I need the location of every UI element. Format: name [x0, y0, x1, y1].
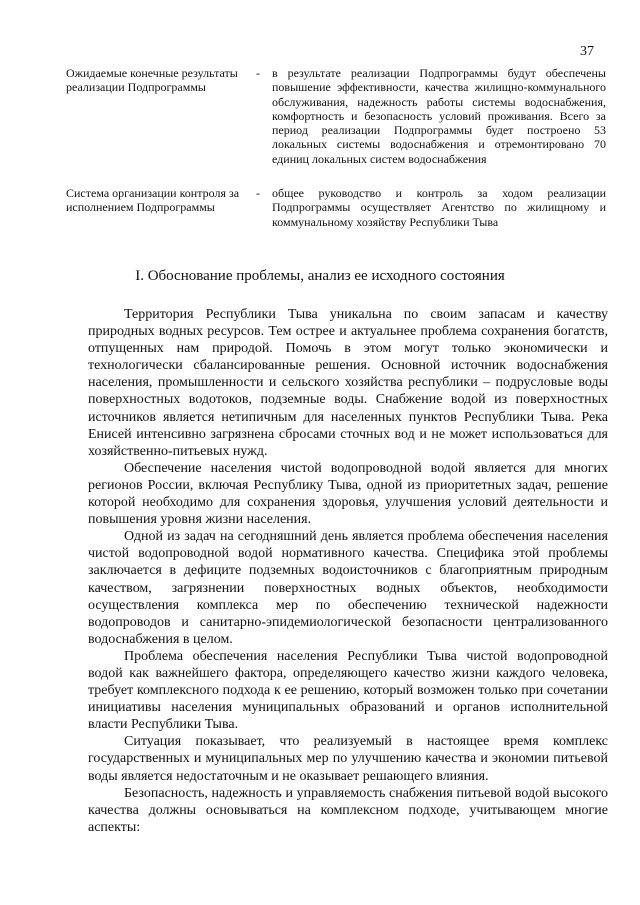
- passport-value: в результате реализации Подпрограммы будут обеспечены повышение эффективности, качества жилищно-коммунального обслуживания, надежность работы системы водоснабжения, комфортность и безопасность условий проживания. Всего за период реализации Подпрограммы будет построено 53 локальных системы водоснабжения и отремонтировано 70 единиц локальных систем водоснабжения: [272, 66, 606, 166]
- paragraph: Проблема обеспечения населения Республики Тыва чистой водопроводной водой как важнейшего фактора, определяющего качество жизни каждого человека, требует комплексного подхода к ее решению, который возможен только при сочетании инициативы населения муниципальных образований и органов исполнительной власти Республики Тыва.: [88, 648, 608, 733]
- paragraph: Одной из задач на сегодняшний день является проблема обеспечения населения чистой водопроводной водой нормативного качества. Специфика этой проблемы заключается в дефиците подземных водоисточников с благоприятным природным качеством, загрязнении поверхностных водных объектов, необходимости осуществления комплекса мер по обеспечению технической надежности водопроводов и санитарно-эпидемиологической безопасности централизованного водоснабжения в целом.: [88, 529, 608, 647]
- passport-label: Система организации контроля за исполнением Подпрограммы: [66, 186, 240, 215]
- passport-dash: -: [256, 66, 260, 80]
- section-title: I. Обоснование проблемы, анализ ее исходного состояния: [135, 268, 505, 284]
- paragraph: Обеспечение населения чистой водопроводной водой является для многих регионов России, включая Республику Тыва, одной из приоритетных задач, решение которой необходимо для сохранения здоровья, улучшения условий деятельности и повышения уровня жизни населения.: [88, 460, 608, 528]
- body-text: [88, 306, 608, 836]
- passport-value: общее руководство и контроль за ходом реализации Подпрограммы осуществляет Агентство по жилищному и коммунальному хозяйству Республики Тыва: [272, 186, 606, 229]
- passport-row-expected-results: [66, 66, 606, 166]
- passport-row-control-system: [66, 186, 606, 229]
- passport-dash: -: [256, 186, 260, 201]
- passport-label: Ожидаемые конечные результаты реализации Подпрограммы: [66, 66, 238, 95]
- paragraph: Ситуация показывает, что реализуемый в настоящее время комплекс государственных и муниципальных мер по улучшению качества и экономии питьевой воды является недостаточным и не оказывает решающего влияния.: [88, 734, 608, 784]
- paragraph: Безопасность, надежность и управляемость снабжения питьевой водой высокого качества должны основываться на комплексном подходе, учитывающем многие аспекты:: [88, 785, 608, 835]
- page-number: 37: [580, 44, 594, 59]
- subprogram-passport-table: [66, 66, 606, 249]
- paragraph: Территория Республики Тыва уникальна по своим запасам и качеству природных водных ресурсов. Тем острее и актуальнее проблема сохранения богатств, отпущенных нам природой. Помочь в этом могут только экономически и технологически сбалансированные решения. Основной источник водоснабжения населения, промышленности и сельского хозяйства республики – подрусловые воды поверхностных водотоков, подземные воды. Снабжение водой из поверхностных источников является нетипичным для населенных пунктов Республики Тыва. Река Енисей интенсивно загрязнена сбросами сточных вод и не может использоваться для хозяйственно-питьевых нужд.: [88, 307, 608, 459]
